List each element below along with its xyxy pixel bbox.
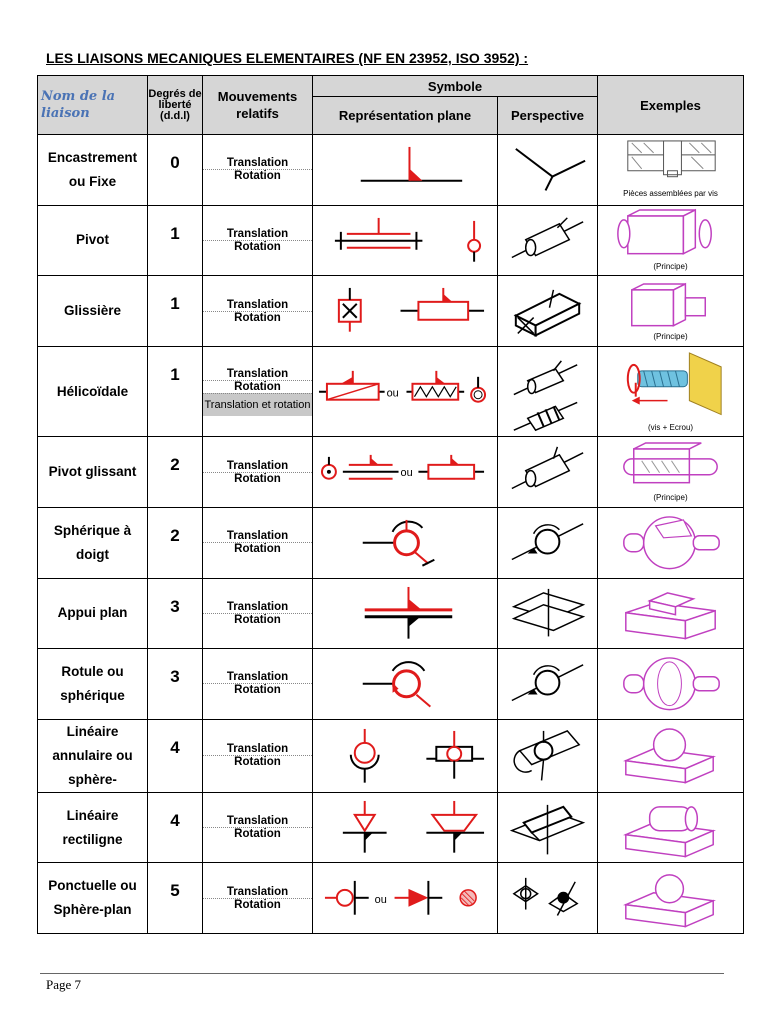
- example-encastrement: [598, 135, 744, 206]
- ddl-value: 1: [148, 346, 203, 437]
- liaison-name: Ponctuelle ou Sphère-plan: [38, 863, 148, 934]
- movement-translation: Translation: [226, 885, 289, 898]
- table-row: [38, 507, 744, 578]
- perspective-symbol-appui-plan: [498, 578, 598, 649]
- movement-rotation: Rotation: [203, 683, 312, 696]
- ddl-value: 2: [148, 437, 203, 508]
- example-appui-plan: [598, 578, 744, 649]
- encastrement-plane-icon: [313, 135, 497, 205]
- perspective-symbol-pivot-glissant: [498, 437, 598, 508]
- movement-rotation: Rotation: [203, 380, 312, 393]
- liaison-name: Appui plan: [38, 578, 148, 649]
- header-exemples: Exemples: [598, 76, 744, 135]
- liaison-name: Sphérique à doigt: [38, 507, 148, 578]
- perspective-symbol-encastrement: [498, 135, 598, 206]
- table-row: [38, 437, 744, 508]
- ponctuelle-plane-icon: [313, 863, 497, 933]
- liaison-name: Pivot glissant: [38, 437, 148, 508]
- perspective-symbol-rotule: [498, 649, 598, 720]
- plane-symbol-pivot: [313, 205, 498, 276]
- example-lineaire-rectiligne: [598, 792, 744, 863]
- example-spherique-doigt: [598, 507, 744, 578]
- perspective-symbol-pivot: [498, 205, 598, 276]
- table-row: [38, 346, 744, 437]
- rotule-plane-icon: [313, 649, 497, 719]
- movement-translation: Translation: [226, 743, 289, 756]
- movement-translation: Translation: [226, 530, 289, 543]
- ponctuelle-perspective-icon: [498, 864, 597, 933]
- plane-symbol-lineaire-rectiligne: [313, 792, 498, 863]
- pivot-plane-icon: [313, 206, 497, 276]
- table-row: [38, 719, 744, 792]
- appui-plan-perspective-icon: [498, 579, 597, 648]
- ou-label: ou: [374, 894, 387, 907]
- plane-symbol-appui-plan: [313, 578, 498, 649]
- liaison-name: Linéaire rectiligne: [38, 792, 148, 863]
- movements-cell: [203, 346, 313, 437]
- movements-cell: [203, 205, 313, 276]
- document-title: LES LIAISONS MECANIQUES ELEMENTAIRES (NF EN 23952, ISO 3952) :: [46, 50, 529, 66]
- movement-translation: Translation: [226, 298, 289, 311]
- liaison-name: Glissière: [38, 276, 148, 347]
- perspective-symbol-lineaire-annulaire: [498, 719, 598, 792]
- lineaire-rectiligne-perspective-icon: [498, 793, 597, 862]
- perspective-symbol-lineaire-rectiligne: [498, 792, 598, 863]
- table-row: [38, 578, 744, 649]
- movement-rotation: Rotation: [203, 169, 312, 182]
- header-name: Nom de la liaison: [38, 76, 148, 135]
- movements-cell: [203, 578, 313, 649]
- example-caption: (vis + Ecrou): [647, 422, 694, 432]
- table-row: [38, 792, 744, 863]
- footer-divider: [40, 973, 724, 974]
- rotule-example-icon: [598, 649, 743, 719]
- movements-cell: [203, 276, 313, 347]
- movement-translation: Translation: [226, 600, 289, 613]
- plane-symbol-rotule: [313, 649, 498, 720]
- movement-translation: Translation: [226, 671, 289, 684]
- appui-plan-plane-icon: [313, 579, 497, 649]
- ddl-value: 0: [148, 135, 203, 206]
- movement-rotation: Rotation: [203, 613, 312, 626]
- helicoidale-perspective-icon: [498, 347, 597, 436]
- movements-cell: [203, 863, 313, 934]
- liaison-name: Pivot: [38, 205, 148, 276]
- ponctuelle-example-icon: [598, 863, 743, 933]
- movement-translation: Translation: [226, 227, 289, 240]
- movement-rotation: Rotation: [203, 898, 312, 911]
- table-row: [38, 205, 744, 276]
- perspective-symbol-helicoidale: [498, 346, 598, 437]
- ddl-value: 3: [148, 578, 203, 649]
- rotule-perspective-icon: [498, 649, 597, 718]
- perspective-symbol-ponctuelle: [498, 863, 598, 934]
- ddl-value: 1: [148, 205, 203, 276]
- spherique-doigt-perspective-icon: [498, 508, 597, 577]
- movement-translation-rotation: Translation et rotation: [203, 393, 312, 416]
- glissiere-plane-icon: [313, 276, 497, 346]
- header-plane: Représentation plane: [313, 97, 498, 135]
- movement-translation: Translation: [226, 157, 289, 170]
- ddl-value: 1: [148, 276, 203, 347]
- example-rotule: [598, 649, 744, 720]
- ddl-value: 4: [148, 792, 203, 863]
- table-row: [38, 863, 744, 934]
- lineaire-rectiligne-plane-icon: [313, 793, 497, 863]
- example-caption: (Principe): [653, 493, 688, 503]
- ddl-value: 2: [148, 507, 203, 578]
- lineaire-annulaire-example-icon: [598, 721, 743, 791]
- liaisons-table: [37, 75, 744, 934]
- example-pivot-glissant: [598, 437, 744, 508]
- pivot-perspective-icon: [498, 206, 597, 275]
- header-symbole: Symbole: [313, 76, 598, 97]
- ou-label: ou: [400, 467, 413, 480]
- plane-symbol-spherique-doigt: [313, 507, 498, 578]
- lineaire-annulaire-perspective-icon: [498, 721, 597, 790]
- movements-cell: [203, 437, 313, 508]
- movement-rotation: Rotation: [203, 755, 312, 768]
- table-row: [38, 135, 744, 206]
- liaison-name: Rotule ou sphérique: [38, 649, 148, 720]
- movements-cell: [203, 135, 313, 206]
- movement-translation: Translation: [226, 815, 289, 828]
- movements-cell: [203, 792, 313, 863]
- ddl-value: 5: [148, 863, 203, 934]
- example-pivot: [598, 205, 744, 276]
- page-number: Page 7: [46, 977, 82, 992]
- glissiere-perspective-icon: [498, 276, 597, 345]
- movements-cell: [203, 719, 313, 792]
- plane-symbol-lineaire-annulaire: [313, 719, 498, 792]
- lineaire-annulaire-plane-icon: [313, 721, 497, 791]
- example-caption: Pièces assemblées par vis: [623, 189, 718, 198]
- spherique-doigt-example-icon: [598, 508, 743, 578]
- movement-translation: Translation: [226, 459, 289, 472]
- example-caption: (Principe): [653, 332, 688, 342]
- perspective-symbol-glissiere: [498, 276, 598, 347]
- movement-rotation: Rotation: [203, 311, 312, 324]
- pivot-glissant-perspective-icon: [498, 437, 597, 506]
- example-glissiere: [598, 276, 744, 347]
- example-caption: (Principe): [653, 261, 688, 271]
- movement-rotation: Rotation: [203, 472, 312, 485]
- header-ddl: Degrés de liberté (d.d.l): [148, 76, 203, 135]
- plane-symbol-glissiere: [313, 276, 498, 347]
- movement-rotation: Rotation: [203, 240, 312, 253]
- helicoidale-plane-icon: [313, 347, 497, 437]
- movements-cell: [203, 649, 313, 720]
- header-mouvements: Mouvements relatifs: [203, 76, 313, 135]
- movement-rotation: Rotation: [203, 542, 312, 555]
- movement-translation: Translation: [226, 367, 289, 380]
- movement-rotation: Rotation: [203, 827, 312, 840]
- ddl-value: 3: [148, 649, 203, 720]
- ou-label: ou: [386, 387, 399, 400]
- plane-symbol-helicoidale: [313, 346, 498, 437]
- plane-symbol-ponctuelle: [313, 863, 498, 934]
- appui-plan-example-icon: [598, 579, 743, 649]
- table-row: [38, 649, 744, 720]
- liaison-name: Hélicoïdale: [38, 346, 148, 437]
- plane-symbol-pivot-glissant: [313, 437, 498, 508]
- plane-symbol-encastrement: [313, 135, 498, 206]
- encastrement-perspective-icon: [498, 135, 597, 204]
- liaison-name: Linéaire annulaire ou sphère-: [38, 719, 148, 792]
- example-helicoidale: [598, 346, 744, 437]
- movements-cell: [203, 507, 313, 578]
- example-ponctuelle: [598, 863, 744, 934]
- header-perspective: Perspective: [498, 97, 598, 135]
- lineaire-rectiligne-example-icon: [598, 793, 743, 863]
- ddl-value: 4: [148, 719, 203, 792]
- perspective-symbol-spherique-doigt: [498, 507, 598, 578]
- liaison-name: Encastrement ou Fixe: [38, 135, 148, 206]
- table-row: [38, 276, 744, 347]
- pivot-glissant-plane-icon: [313, 437, 497, 507]
- example-lineaire-annulaire: [598, 719, 744, 792]
- spherique-doigt-plane-icon: [313, 508, 497, 578]
